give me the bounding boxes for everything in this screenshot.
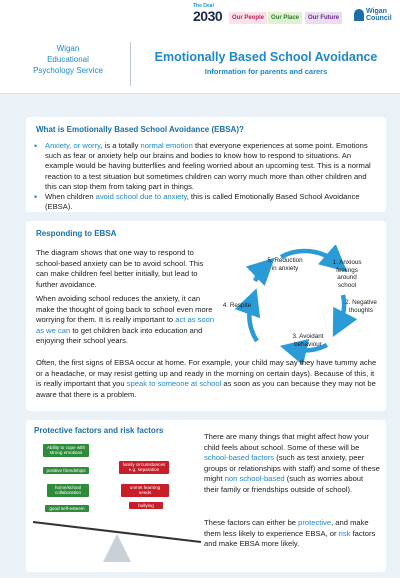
text: These factors can either be — [204, 518, 299, 527]
text: to get children back into education and enjoying their school years. — [36, 325, 203, 345]
service-line-2: Educational — [47, 55, 89, 64]
text: , is a totally — [100, 141, 141, 150]
highlight-act-soon: act as soon as we can — [36, 315, 215, 335]
highlight-risk: risk — [338, 528, 351, 538]
council-line-2: Council — [366, 15, 392, 22]
ebsa-bullet-list — [34, 141, 379, 212]
cycle-step-3: 3. Avoidant behaviour — [292, 333, 324, 348]
factors-para-2 — [204, 518, 380, 550]
text: When children — [45, 192, 96, 202]
responding-para-2 — [36, 294, 218, 347]
wigan-council-logo — [354, 8, 396, 28]
pill-our-future: Our Future — [305, 12, 342, 24]
highlight-anxiety: Anxiety, or worry — [45, 141, 101, 150]
logo-small-text: The Deal — [193, 3, 214, 9]
risk-tag-1: family circumstances e.g. separation — [119, 461, 169, 474]
logo-big-text: 2030 — [193, 8, 223, 24]
protective-tag-2: positive friendships — [43, 467, 89, 474]
protective-tag-4: good self-esteem — [45, 505, 89, 512]
highlight-non-school-based: non school-based — [224, 474, 285, 483]
seesaw-icon — [31, 438, 206, 568]
text: (such as worries about their family or friendships outside of school). — [204, 474, 364, 494]
risk-tag-2: unmet learning needs — [121, 484, 169, 497]
brand-bar — [0, 0, 400, 30]
bullet-dot-icon: • — [34, 141, 38, 151]
service-line-3: Psychology Service — [33, 66, 103, 75]
anxiety-cycle-diagram — [219, 245, 379, 365]
section2-heading: Responding to EBSA — [36, 229, 117, 238]
cycle-step-5: 5. Reduction in anxiety — [267, 257, 303, 272]
highlight-avoid-school: avoid school due to anxiety — [95, 192, 187, 202]
highlight-normal-emotion: normal emotion — [140, 141, 193, 150]
council-line-1: Wigan — [366, 8, 387, 15]
bullet-anxiety — [34, 141, 379, 192]
service-line-1: Wigan — [56, 44, 80, 53]
highlight-speak-school: speak to someone at school — [126, 379, 222, 388]
section-factors — [26, 420, 386, 572]
service-name — [8, 43, 128, 76]
responding-para-3 — [36, 358, 381, 400]
cycle-step-2: 2. Negative thoughts — [345, 299, 377, 314]
text: There are many things that might affect how your child feels about school. Some of these will be — [204, 432, 369, 452]
factors-para-1 — [204, 432, 380, 495]
cycle-step-4: 4. Respite — [222, 302, 252, 309]
section-what-is-ebsa — [26, 117, 386, 212]
text: Often, the first signs of EBSA occur at home. For example, your child may say they have tummy ache or a headache, or may resist getting up and ready in the morning on certain days). Because of this, it is really important that you — [36, 358, 377, 388]
page-subtitle: Information for parents and carers — [204, 67, 328, 76]
responding-para-1: The diagram shows that one way to respond to school-based anxiety can be to avoid school. This can make children feel better initially, but lead to further avoidance. — [36, 248, 204, 289]
text: When avoiding school reduces the anxiety, it can make the thought of going back to school even more worrying for them. It is really important to — [36, 294, 213, 324]
pill-our-people: Our People — [229, 12, 267, 24]
page-header — [0, 30, 400, 94]
protective-tag-1: Ability to cope with strong emotions — [43, 444, 89, 457]
bullet-dot-icon: • — [34, 192, 38, 203]
header-divider — [130, 42, 131, 86]
text: that everyone experiences at some point. Emotions such as fear or anxiety help our brains and bodies to know how to respond to situations. An example would be having butterflies and feeling worried about an upcoming test. This is a normal reaction to a test situation but sometimes children can worry much more than other children and this can stop them from taking part in things. — [45, 141, 371, 191]
bullet-avoid-school — [34, 192, 379, 212]
cycle-step-1: 1. Anxious feelings around school — [332, 259, 362, 289]
text: (such as test anxiety, peer groups or relationships with staff) and some of these might — [204, 453, 380, 483]
text: , and make them less likely to experience EBSA, or — [204, 518, 369, 538]
deal-2030-logo — [193, 3, 225, 27]
pill-our-place: Our Place — [268, 12, 302, 24]
highlight-protective: protective — [298, 518, 332, 527]
text: factors and make EBSA more likely. — [204, 528, 376, 548]
text: , this is called Emotionally Based School Avoidance (EBSA). — [45, 192, 360, 212]
risk-tag-3: bullying — [129, 502, 163, 509]
section1-heading: What is Emotionally Based School Avoidance (EBSA)? — [36, 125, 244, 134]
section3-heading: Protective factors and risk factors — [34, 426, 164, 435]
page-title: Emotionally Based School Avoidance — [154, 50, 378, 64]
balance-scale-illustration — [31, 438, 206, 568]
protective-tag-3: home/school collaboration — [47, 484, 89, 497]
text: as soon as you can because they may not be aware that there is a problem. — [36, 379, 376, 399]
section-responding — [26, 221, 386, 411]
council-crest-icon — [354, 9, 364, 21]
highlight-school-based: school-based factors — [204, 453, 275, 462]
